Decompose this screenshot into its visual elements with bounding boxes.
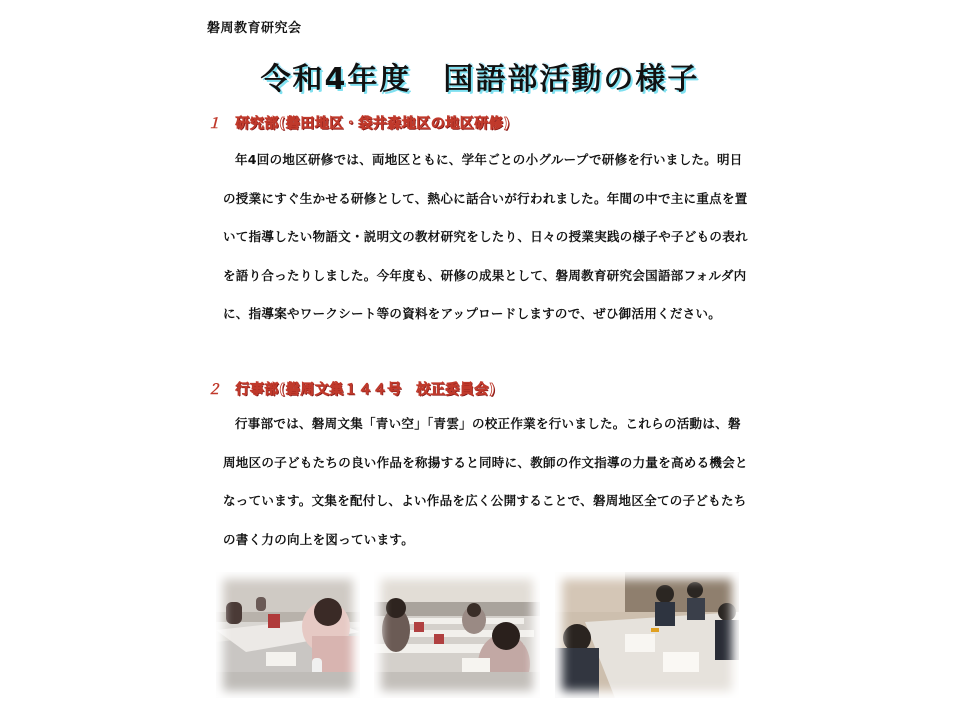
section-1-heading bbox=[207, 113, 510, 133]
section-2-heading-text: 行事部(磐周文集１４４号 校正委員会) bbox=[235, 382, 496, 398]
organization-name: 磐周教育研究会 bbox=[207, 21, 302, 36]
page-title: 令和4年度 国語部活動の様子 bbox=[260, 62, 700, 97]
section-2-number: ２ bbox=[207, 382, 222, 398]
section-2-heading bbox=[207, 379, 496, 399]
photo-teachers-reading bbox=[374, 572, 540, 698]
section-1-number: １ bbox=[207, 116, 222, 132]
photo-teachers-at-desks bbox=[216, 572, 360, 698]
section-1-body: 年4回の地区研修では、両地区ともに、学年ごとの小グループで研修を行いました。明日の授業にすぐ生かせる研修として、熱心に話合いが行われました。年間の中で主に重点を置いて指導したい物語文・説明文の教材研究をしたり、日々の授業実践の様子や子どもの表れを語り合ったりしました。今年度も、研修の成果として、磐周教育研究会国語部フォルダ内に、指導案やワークシート等の資料をアップロードしますので、ぜひ御活用ください。 bbox=[223, 152, 748, 321]
section-1-heading-text: 研究部(磐田地区・袋井森地区の地区研修) bbox=[235, 116, 511, 132]
section-2-body: 行事部では、磐周文集「青い空」「青雲」の校正作業を行いました。これらの活動は、磐周地区の子どもたちの良い作品を称揚すると同時に、教師の作文指導の力量を高める機会となっています。文集を配付し、よい作品を広く公開することで、磐周地区全ての子どもたちの書く力の向上を図っています。 bbox=[223, 416, 748, 547]
photo-group-meeting bbox=[555, 572, 739, 698]
